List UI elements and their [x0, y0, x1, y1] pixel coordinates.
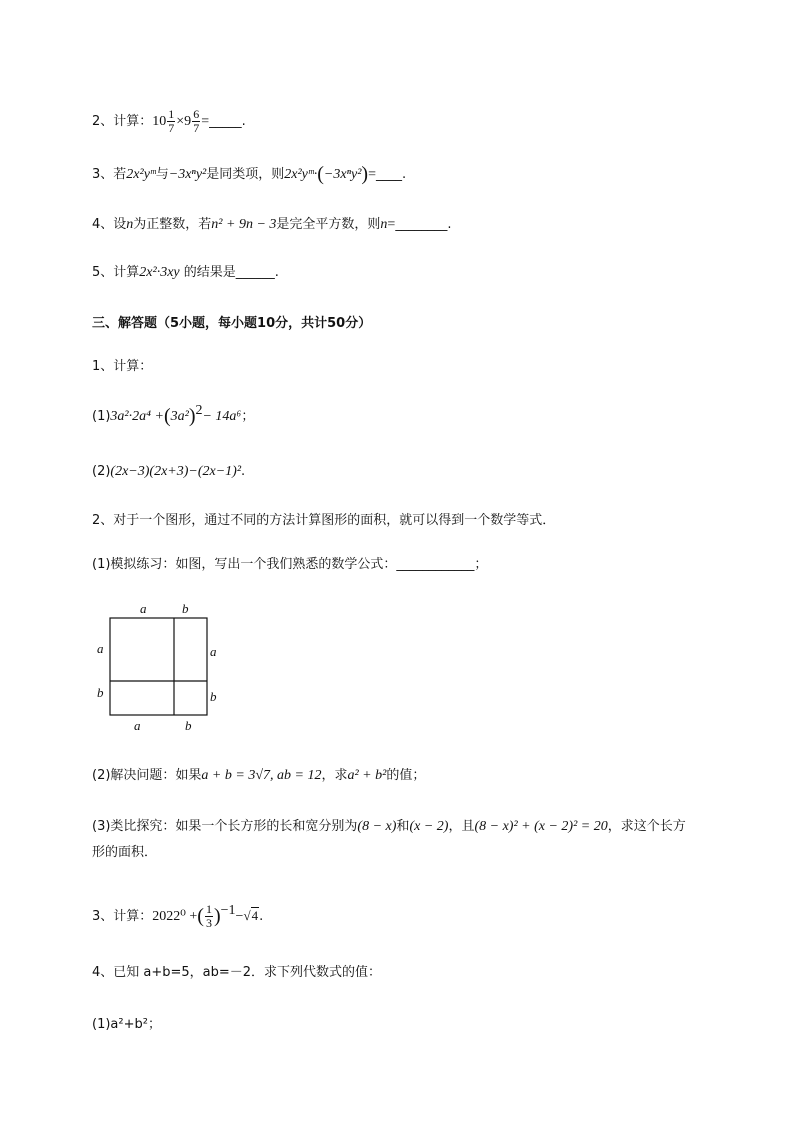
label-bottom-b: b — [185, 718, 192, 733]
square-root: √4 — [243, 908, 259, 923]
question-5: 5、计算2x²·3xy 的结果是______. — [92, 265, 279, 280]
problem-4-part-1: (1)a²+b²； — [92, 1017, 161, 1032]
question-3: 3、若2x²yᵐ与−3xⁿy²是同类项，则2x²yᵐ·(−3xⁿy²)=____. — [92, 163, 407, 185]
section-title: 三、解答题（5小题，每小题10分，共计50分） — [92, 316, 372, 331]
outer-square — [110, 618, 207, 715]
label-right-a: a — [210, 644, 217, 659]
label-left-a: a — [97, 641, 104, 656]
problem-2-part-2: (2)解决问题：如果a + b = 3√7, ab = 12，求a² + b²的值； — [92, 768, 426, 783]
label-bottom-a: a — [134, 718, 141, 733]
square-diagram — [92, 598, 232, 736]
problem-2-part-3-continued: 形的面积． — [92, 845, 158, 860]
question-4: 4、设n为正整数，若n² + 9n − 3是完全平方数，则n=________. — [92, 217, 452, 232]
problem-1-part-1: $(1)3a^2\cdot 2a^4 +(3a^2)^2- 14a^6$； — [92, 403, 255, 427]
label-top-a: a — [140, 601, 147, 616]
label-right-b: b — [210, 689, 217, 704]
problem-2-part-1: (1)模拟练习：如图，写出一个我们熟悉的数学公式：____________； — [92, 557, 488, 572]
label-left-b: b — [97, 685, 104, 700]
problem-2-intro: 2、对于一个图形，通过不同的方法计算图形的面积，就可以得到一个数学等式． — [92, 513, 556, 528]
problem-3: 3、计算：2022⁰ +( $\frac{1}{3}$ )$^{-1}$−√4. — [92, 902, 264, 930]
problem-1-label: 1、计算： — [92, 359, 153, 374]
problem-1-part-2: (2)(2x−3)(2x+3)−(2x−1)². — [92, 464, 246, 479]
question-2: 2、计算：10 $\frac{1}{7}$ ×9 $\frac{6}{7}$ =_____. — [92, 107, 246, 135]
problem-4-intro: 4、已知 a+b=5，ab=－2．求下列代数式的值： — [92, 965, 382, 980]
fraction: $\frac{6}{7}$ — [193, 107, 200, 135]
problem-2-part-3: (3)类比探究：如果一个长方形的长和宽分别为(8 − x)和(x − 2)，且(8 − x)² + (x − 2)² = 20，求这个长方 — [92, 819, 686, 834]
fraction: $\frac{1}{3}$ — [205, 902, 212, 930]
label-top-b: b — [182, 601, 189, 616]
fraction: $\frac{1}{7}$ — [168, 107, 175, 135]
